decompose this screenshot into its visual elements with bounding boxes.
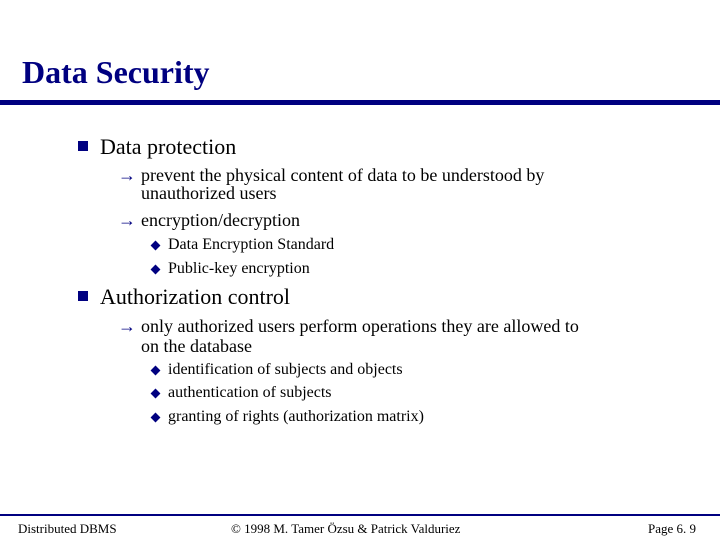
point-text-line: on the database: [141, 336, 252, 356]
arrow-right-icon: →: [118, 165, 136, 185]
footer-copyright: © 1998 M. Tamer Özsu & Patrick Valduriez: [231, 521, 461, 536]
subpoint-text: authentication of subjects: [168, 384, 332, 401]
diamond-bullet-icon: [151, 241, 161, 251]
footer-page-number: Page 6. 9: [648, 521, 697, 536]
slide-title: Data Security: [22, 54, 210, 90]
section-heading: Authorization control: [100, 284, 291, 309]
diamond-bullet-icon: [151, 413, 161, 423]
subpoint-text: Public-key encryption: [168, 260, 310, 277]
subpoint-text: Data Encryption Standard: [168, 236, 335, 253]
diamond-bullet-icon: [151, 366, 161, 376]
point-text-line: only authorized users perform operations they are allowed to: [141, 316, 579, 336]
diamond-bullet-icon: [151, 389, 161, 399]
footer-course: Distributed DBMS: [18, 521, 117, 536]
square-bullet-icon: [78, 141, 88, 151]
title-underline: [0, 100, 720, 105]
point-text-line: encryption/decryption: [141, 210, 300, 230]
footer-rule: [0, 514, 720, 516]
diamond-bullet-icon: [151, 265, 161, 275]
subpoint-text: identification of subjects and objects: [168, 361, 403, 378]
subpoint-text: granting of rights (authorization matrix): [168, 408, 424, 425]
arrow-right-icon: →: [118, 210, 136, 230]
section-heading: Data protection: [100, 134, 237, 159]
point-text-line: unauthorized users: [141, 183, 277, 203]
point-text-line: prevent the physical content of data to be understood by: [141, 165, 545, 185]
arrow-right-icon: →: [118, 316, 136, 336]
square-bullet-icon: [78, 291, 88, 301]
